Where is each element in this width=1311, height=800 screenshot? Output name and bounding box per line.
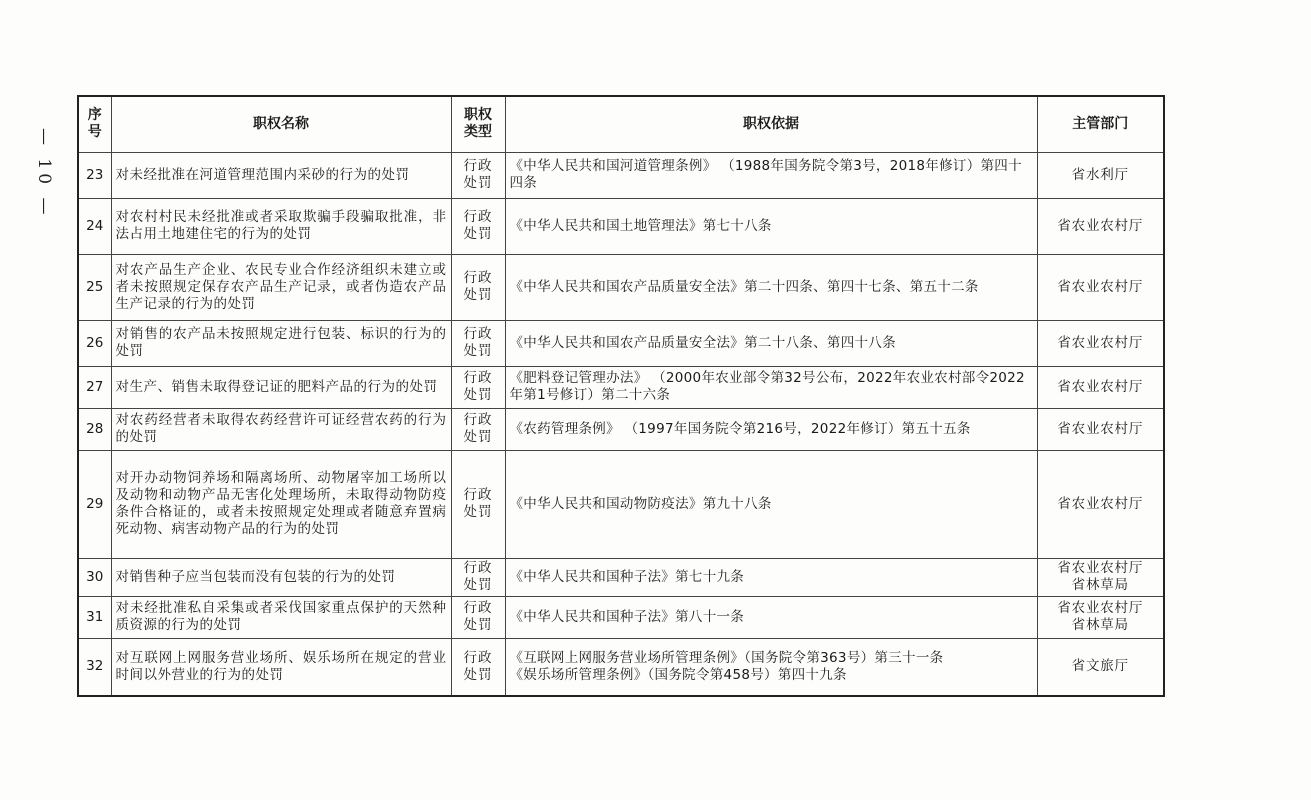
table-row [78,152,1164,198]
basis-line: 《中华人民共和国种子法》第八十一条 [509,608,745,625]
type-line: 处罚 [463,617,493,633]
row-authority-name: 对生产、销售未取得登记证的肥料产品的行为的处罚 [111,366,451,408]
department-line: 省林草局 [1071,577,1129,593]
row-department [1037,450,1164,558]
row-seq: 24 [78,198,111,254]
row-authority-name: 对开办动物饲养场和隔离场所、动物屠宰加工场所以及动物和动物产品无害化处理场所，未取得动物防疫条件合格证的，或者未按照规定处理或者随意弃置病死动物、病害动物产品的行为的处罚 [111,450,451,558]
row-legal-basis [505,152,1037,198]
row-department [1037,408,1164,450]
basis-line: 《中华人民共和国农产品质量安全法》第二十八条、第四十八条 [509,334,896,351]
table-row [78,366,1164,408]
row-authority-name: 对销售种子应当包装而没有包装的行为的处罚 [111,558,451,596]
row-legal-basis [505,450,1037,558]
row-authority-name: 对销售的农产品未按照规定进行包装、标识的行为的处罚 [111,320,451,366]
type-line: 行政 [463,649,493,666]
row-legal-basis [505,558,1037,596]
basis-line: 《中华人民共和国动物防疫法》第九十八条 [509,495,772,512]
row-seq: 32 [78,638,111,696]
table-row [78,596,1164,638]
type-line: 行政 [463,412,493,428]
basis-line: 《中华人民共和国农产品质量安全法》第二十四条、第四十七条、第五十二条 [509,278,979,295]
row-authority-type [451,450,505,558]
basis-line: 《互联网上网服务营业场所管理条例》（国务院令第363号）第三十一条 [509,649,944,666]
row-seq: 31 [78,596,111,638]
row-department [1037,558,1164,596]
row-authority-name: 对未经批准在河道管理范围内采砂的行为的处罚 [111,152,451,198]
row-seq: 28 [78,408,111,450]
row-legal-basis [505,254,1037,320]
row-seq: 29 [78,450,111,558]
basis-line: 《中华人民共和国种子法》第七十九条 [509,568,745,585]
row-legal-basis [505,408,1037,450]
type-line: 行政 [463,487,493,503]
row-authority-type [451,408,505,450]
department-line: 省水利厅 [1071,166,1129,183]
header-type-line: 类型 [464,124,492,141]
table-header-row [78,96,1164,152]
type-line: 处罚 [463,387,493,403]
row-authority-name: 对未经批准私自采集或者采伐国家重点保护的天然种质资源的行为的处罚 [111,596,451,638]
row-legal-basis [505,198,1037,254]
header-seq: 序号 [78,96,111,152]
page-number: — 10 — [34,128,54,219]
type-line: 处罚 [463,287,493,303]
table-row [78,254,1164,320]
header-type [451,96,505,152]
row-department [1037,254,1164,320]
type-line: 处罚 [463,429,493,445]
type-line: 行政 [463,158,493,174]
authority-table [77,95,1165,697]
header-type-line: 职权 [464,107,492,124]
type-line: 行政 [463,326,493,342]
row-department [1037,320,1164,366]
row-department [1037,152,1164,198]
type-line: 处罚 [463,504,493,520]
row-seq: 30 [78,558,111,596]
row-department [1037,366,1164,408]
row-authority-name: 对农村村民未经批准或者采取欺骗手段骗取批准，非法占用土地建住宅的行为的处罚 [111,198,451,254]
department-line: 省林草局 [1071,617,1129,633]
type-line: 处罚 [463,226,493,242]
row-authority-type [451,638,505,696]
basis-line: 《娱乐场所管理条例》（国务院令第458号）第四十九条 [509,666,847,683]
type-line: 处罚 [463,343,493,359]
row-legal-basis [505,638,1037,696]
row-seq: 25 [78,254,111,320]
department-line: 省文旅厅 [1071,658,1129,675]
row-authority-name: 对农药经营者未取得农药经营许可证经营农药的行为的处罚 [111,408,451,450]
row-seq: 23 [78,152,111,198]
basis-line: 《中华人民共和国土地管理法》第七十八条 [509,217,772,234]
department-line: 省农业农村厅 [1057,560,1144,576]
table-row [78,638,1164,696]
type-line: 行政 [463,209,493,225]
row-authority-name: 对互联网上网服务营业场所、娱乐场所在规定的营业时间以外营业的行为的处罚 [111,638,451,696]
row-department [1037,198,1164,254]
row-seq: 27 [78,366,111,408]
row-authority-type [451,254,505,320]
department-line: 省农业农村厅 [1057,495,1144,512]
row-department [1037,638,1164,696]
row-authority-type [451,320,505,366]
row-legal-basis [505,320,1037,366]
basis-line: 《肥料登记管理办法》 （2000年农业部令第32号公布，2022年农业农村部令2022年第1号修订）第二十六条 [509,370,1025,403]
row-legal-basis [505,366,1037,408]
header-dept: 主管部门 [1037,96,1164,152]
basis-line: 《中华人民共和国河道管理条例》 （1988年国务院令第3号，2018年修订）第四十四条 [509,158,1022,191]
type-line: 行政 [463,370,493,386]
row-authority-type [451,596,505,638]
department-line: 省农业农村厅 [1057,334,1144,351]
row-authority-name: 对农产品生产企业、农民专业合作经济组织未建立或者未按照规定保存农产品生产记录，或者伪造农产品生产记录的行为的处罚 [111,254,451,320]
type-line: 处罚 [463,666,493,683]
row-authority-type [451,152,505,198]
header-basis: 职权依据 [505,96,1037,152]
basis-line: 《农药管理条例》 （1997年国务院令第216号，2022年修订）第五十五条 [509,420,971,437]
table-row [78,408,1164,450]
table-body [78,152,1164,696]
header-name: 职权名称 [111,96,451,152]
type-line: 处罚 [463,175,493,191]
row-authority-type [451,558,505,596]
row-authority-type [451,366,505,408]
type-line: 行政 [463,560,493,576]
row-authority-type [451,198,505,254]
row-seq: 26 [78,320,111,366]
row-legal-basis [505,596,1037,638]
table-row [78,558,1164,596]
department-line: 省农业农村厅 [1057,420,1144,437]
department-line: 省农业农村厅 [1057,600,1144,616]
department-line: 省农业农村厅 [1057,378,1144,395]
department-line: 省农业农村厅 [1057,217,1144,234]
type-line: 处罚 [463,577,493,593]
type-line: 行政 [463,600,493,616]
department-line: 省农业农村厅 [1057,278,1144,295]
table-row [78,450,1164,558]
row-department [1037,596,1164,638]
table-row [78,320,1164,366]
type-line: 行政 [463,270,493,286]
table-row [78,198,1164,254]
